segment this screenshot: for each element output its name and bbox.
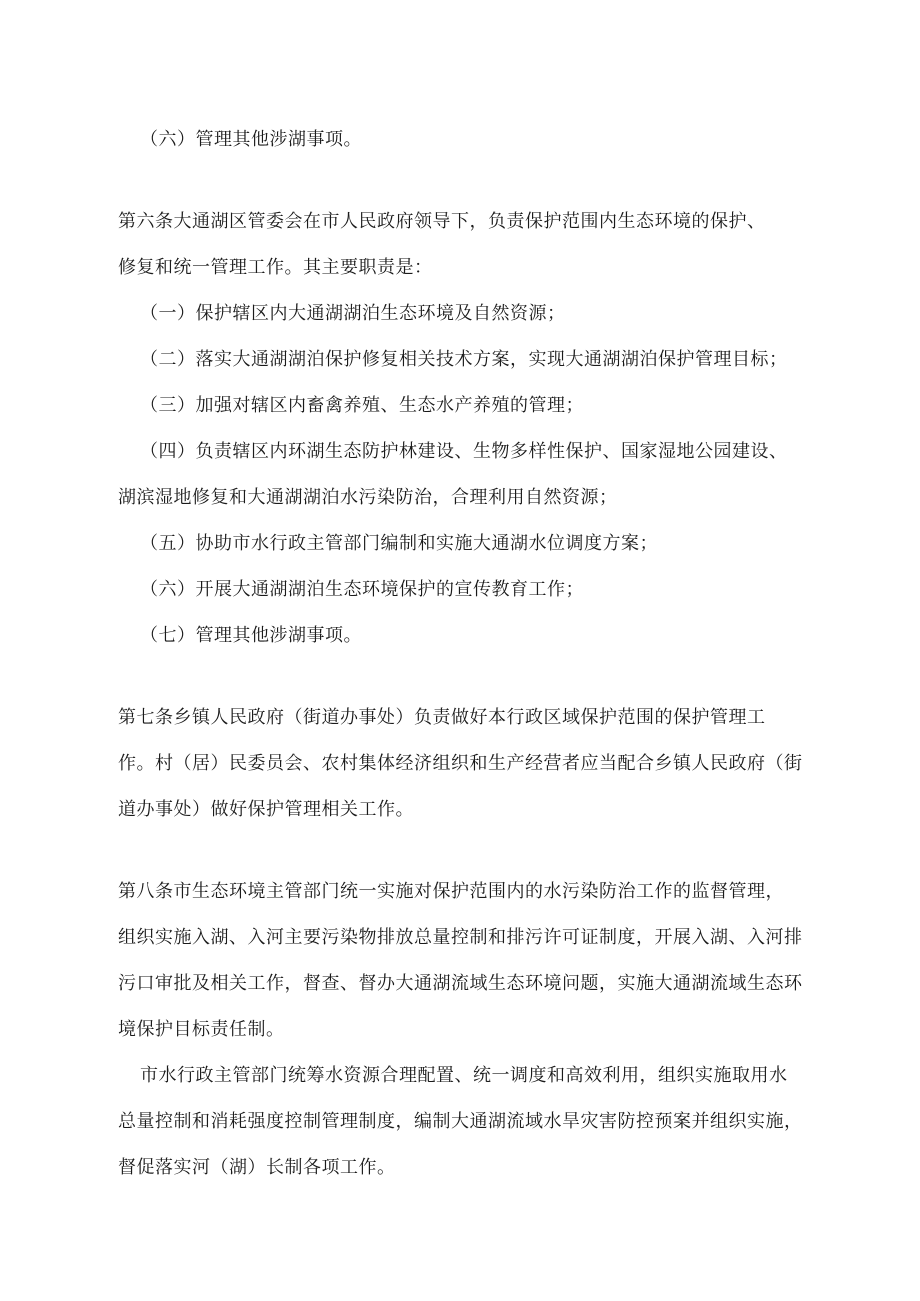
text-line: （六）开展大通湖湖泊生态环境保护的宣传教育工作； [140, 579, 584, 600]
text-line: （五）协助市水行政主管部门编制和实施大通湖水位调度方案； [140, 533, 658, 554]
text-line: （七）管理其他涉湖事项。 [140, 625, 362, 646]
text-line: （四）负责辖区内环湖生态防护林建设、生物多样性保护、国家湿地公园建设、 [140, 441, 788, 462]
text-line: 第八条市生态环境主管部门统一实施对保护范围内的水污染防治工作的监督管理， [118, 881, 784, 902]
text-line: 市水行政主管部门统筹水资源合理配置、统一调度和高效利用，组织实施取用水 [140, 1065, 788, 1086]
text-line: 修复和统一管理工作。其主要职责是： [118, 257, 433, 278]
text-line: 总量控制和消耗强度控制管理制度，编制大通湖流域水旱灾害防控预案并组织实施， [118, 1111, 803, 1132]
text-line: （六）管理其他涉湖事项。 [140, 129, 362, 150]
text-line: 湖滨湿地修复和大通湖湖泊水污染防治，合理利用自然资源； [118, 487, 618, 508]
text-line: 作。村（居）民委员会、农村集体经济组织和生产经营者应当配合乡镇人民政府（街 [118, 753, 803, 774]
text-line: （一）保护辖区内大通湖湖泊生态环境及自然资源； [140, 303, 566, 324]
text-line: 道办事处）做好保护管理相关工作。 [118, 799, 414, 820]
text-line: 督促落实河（湖）长制各项工作。 [118, 1157, 396, 1178]
text-line: 境保护目标责任制。 [118, 1019, 285, 1040]
text-line: 组织实施入湖、入河主要污染物排放总量控制和排污许可证制度，开展入湖、入河排 [118, 927, 803, 948]
text-line: 污口审批及相关工作，督查、督办大通湖流域生态环境问题，实施大通湖流域生态环 [118, 973, 803, 994]
text-line: 第六条大通湖区管委会在市人民政府领导下，负责保护范围内生态环境的保护、 [118, 211, 766, 232]
text-line: （二）落实大通湖湖泊保护修复相关技术方案，实现大通湖湖泊保护管理目标； [140, 349, 788, 370]
text-line: （三）加强对辖区内畜禽养殖、生态水产养殖的管理； [140, 395, 584, 416]
text-line: 第七条乡镇人民政府（街道办事处）负责做好本行政区域保护范围的保护管理工 [118, 707, 766, 728]
